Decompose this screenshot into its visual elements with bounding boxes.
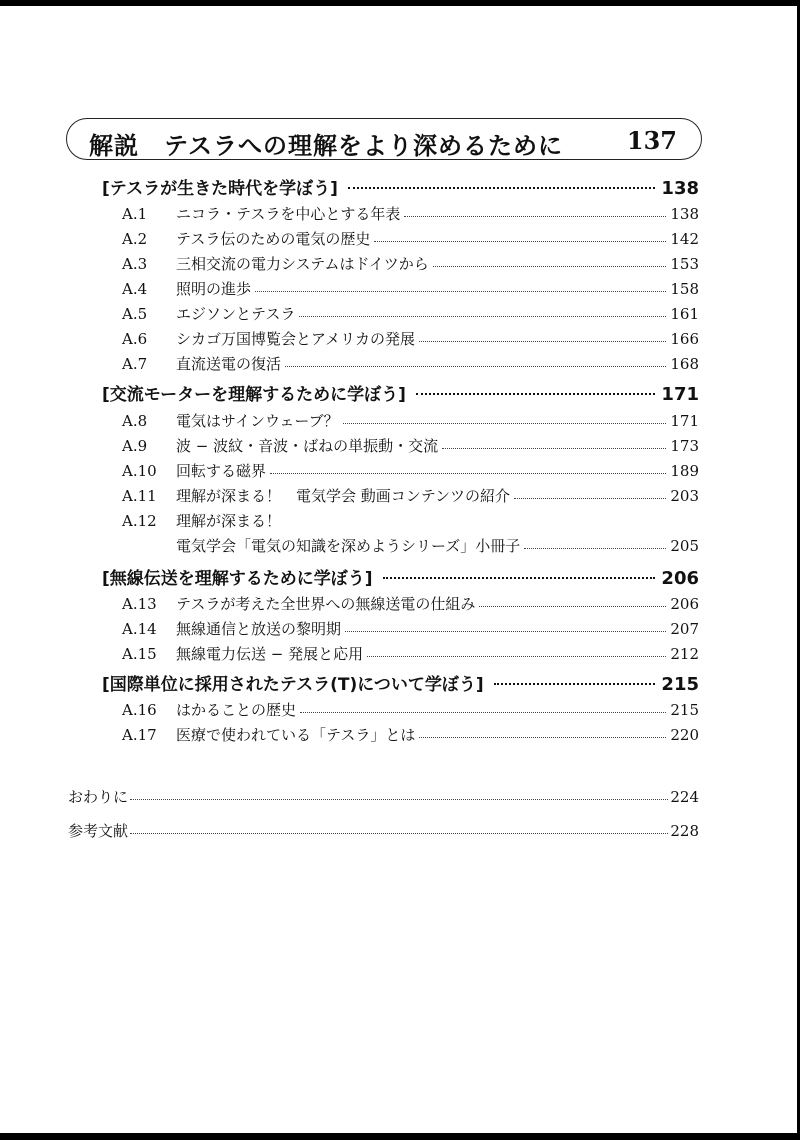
toc-entry[interactable]	[122, 643, 699, 665]
entry-title: 無線電力伝送 − 発展と応用	[176, 645, 364, 663]
toc-entry[interactable]	[122, 724, 699, 746]
entry-title: はかることの歴史	[176, 701, 297, 719]
leader-dots	[374, 239, 666, 242]
entry-title: エジソンとテスラ	[176, 305, 296, 323]
entry-number: A.10	[122, 462, 157, 480]
bottom-border	[0, 1133, 800, 1140]
back-matter-title: 参考文献	[68, 822, 129, 840]
leader-dots	[270, 471, 666, 474]
leader-dots	[494, 681, 656, 685]
entry-page: 158	[670, 280, 699, 298]
section-title: [テスラが生きた時代を学ぼう]	[102, 179, 338, 199]
toc-section[interactable]	[102, 380, 699, 404]
entry-page: 153	[670, 255, 699, 273]
toc-entry[interactable]	[122, 699, 699, 721]
entry-title: 三相交流の電力システムはドイツから	[176, 255, 429, 273]
toc-section[interactable]	[102, 670, 699, 694]
toc-entry[interactable]	[122, 228, 699, 250]
leader-dots	[255, 289, 666, 292]
entry-page: 166	[670, 330, 699, 348]
leader-dots	[479, 604, 666, 607]
section-title: [無線伝送を理解するために学ぼう]	[102, 569, 373, 589]
chapter-page: 137	[626, 126, 677, 155]
toc-entry[interactable]	[122, 435, 699, 457]
section-page: 138	[661, 178, 699, 199]
entry-title: 電気はサインウェーブ？	[176, 412, 339, 430]
leader-dots	[343, 421, 667, 424]
entry-title: テスラ伝のための電気の歴史	[176, 230, 371, 248]
leader-dots	[348, 185, 656, 189]
entry-number: A.12	[122, 512, 157, 530]
entry-number: A.13	[122, 595, 157, 613]
entry-number: A.5	[122, 305, 148, 323]
leader-dots	[130, 797, 668, 800]
entry-number: A.17	[122, 726, 157, 744]
entry-number: A.6	[122, 330, 148, 348]
toc-entry[interactable]	[122, 485, 699, 507]
section-page: 215	[661, 674, 699, 695]
entry-page: 212	[670, 645, 699, 663]
toc-entry-continuation[interactable]	[176, 535, 699, 557]
entry-number: A.4	[122, 280, 148, 298]
toc-entry[interactable]	[122, 460, 699, 482]
entry-number: A.1	[122, 205, 148, 223]
toc-section[interactable]	[102, 174, 699, 198]
entry-page: 220	[670, 726, 699, 744]
entry-number: A.11	[122, 487, 157, 505]
entry-page: 171	[670, 412, 699, 430]
entry-page: 207	[670, 620, 699, 638]
toc-entry[interactable]	[122, 278, 699, 300]
toc-entry[interactable]	[122, 303, 699, 325]
leader-dots	[433, 264, 667, 267]
leader-dots	[419, 339, 666, 342]
toc-entry[interactable]	[122, 410, 699, 432]
toc-entry[interactable]	[122, 510, 281, 531]
toc-back-matter[interactable]	[68, 820, 699, 842]
leader-dots	[299, 314, 666, 317]
entry-number: A.3	[122, 255, 148, 273]
entry-page: 142	[670, 230, 699, 248]
entry-page: 161	[670, 305, 699, 323]
leader-dots	[416, 391, 656, 395]
top-border	[0, 0, 800, 6]
back-matter-page: 224	[670, 788, 699, 806]
toc-entry[interactable]	[122, 593, 699, 615]
section-title: [国際単位に採用されたテスラ(T)について学ぼう]	[102, 675, 484, 695]
back-matter-page: 228	[670, 822, 699, 840]
entry-page: 168	[670, 355, 699, 373]
entry-page: 206	[670, 595, 699, 613]
toc-entry[interactable]	[122, 253, 699, 275]
leader-dots	[285, 364, 666, 367]
entry-number: A.16	[122, 701, 157, 719]
toc-entry[interactable]	[122, 353, 699, 375]
entry-number: A.14	[122, 620, 157, 638]
entry-title: 回転する磁界	[176, 462, 267, 480]
section-page: 171	[661, 384, 699, 405]
chapter-title: 解説 テスラへの理解をより深めるために	[89, 131, 564, 160]
entry-page: 173	[670, 437, 699, 455]
back-matter-title: おわりに	[68, 788, 129, 806]
entry-title: 理解が深まる！	[176, 512, 282, 530]
entry-title: 無線通信と放送の黎明期	[176, 620, 342, 638]
section-title: [交流モーターを理解するために学ぼう]	[102, 385, 406, 405]
entry-number: A.15	[122, 645, 157, 663]
leader-dots	[367, 654, 666, 657]
toc-section[interactable]	[102, 564, 699, 588]
leader-dots	[130, 831, 668, 834]
entry-number: A.8	[122, 412, 148, 430]
entry-page: 203	[670, 487, 699, 505]
entry-title: 波 − 波紋・音波・ばねの単振動・交流	[176, 437, 439, 455]
leader-dots	[524, 546, 666, 549]
entry-number: A.2	[122, 230, 148, 248]
entry-page: 205	[670, 537, 699, 555]
entry-number: A.9	[122, 437, 148, 455]
entry-title: 理解が深まる！ 電気学会 動画コンテンツの紹介	[176, 487, 511, 505]
toc-entry[interactable]	[122, 618, 699, 640]
entry-title: シカゴ万国博覧会とアメリカの発展	[176, 330, 415, 348]
entry-title: 直流送電の復活	[176, 355, 282, 373]
leader-dots	[300, 710, 666, 713]
chapter-heading	[66, 118, 702, 160]
toc-entry[interactable]	[122, 328, 699, 350]
toc-entry[interactable]	[122, 203, 699, 225]
leader-dots	[345, 629, 666, 632]
leader-dots	[442, 446, 666, 449]
entry-page: 138	[670, 205, 699, 223]
entry-title: テスラが考えた全世界への無線送電の仕組み	[176, 595, 476, 613]
entry-page: 189	[670, 462, 699, 480]
entry-title: 照明の進歩	[176, 280, 252, 298]
entry-title: ニコラ・テスラを中心とする年表	[176, 205, 401, 223]
section-page: 206	[661, 568, 699, 589]
entry-subtitle: 電気学会「電気の知識を深めようシリーズ」小冊子	[176, 537, 521, 555]
leader-dots	[514, 496, 666, 499]
entry-page: 215	[670, 701, 699, 719]
leader-dots	[383, 575, 656, 579]
leader-dots	[419, 735, 666, 738]
entry-title: 医療で使われている「テスラ」とは	[176, 726, 416, 744]
leader-dots	[404, 214, 666, 217]
entry-number: A.7	[122, 355, 148, 373]
toc-back-matter[interactable]	[68, 786, 699, 808]
